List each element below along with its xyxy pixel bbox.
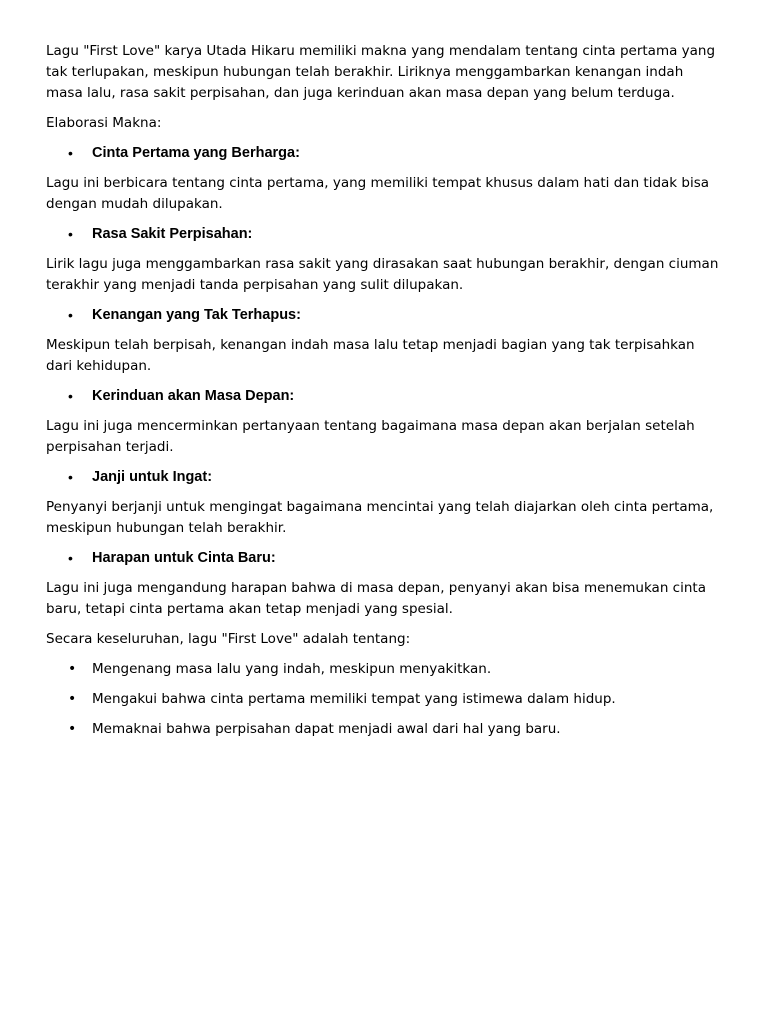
section-heading-text: Janji untuk Ingat: (92, 469, 213, 485)
bullet-icon: • (68, 550, 73, 566)
bullet-icon: • (68, 307, 73, 323)
section-heading-text: Harapan untuk Cinta Baru: (92, 550, 276, 566)
elaboration-label: Elaborasi Makna: (46, 115, 162, 131)
section-heading (46, 305, 722, 326)
summary-item-text: Mengenang masa lalu yang indah, meskipun menyakitkan. (92, 661, 492, 677)
section-heading-text: Kenangan yang Tak Terhapus: (92, 307, 301, 323)
summary-list-item (46, 719, 722, 740)
bullet-icon: • (68, 721, 77, 737)
bullet-icon: • (68, 226, 73, 242)
section-heading (46, 386, 722, 407)
intro-paragraph: Lagu "First Love" karya Utada Hikaru memiliki makna yang mendalam tentang cinta pertama yang tak terlupakan, meskipun hubungan telah berakhir. Liriknya menggambarkan kenangan indah masa lalu, rasa sakit perpisahan, dan juga kerinduan akan masa depan yang belum terduga. (46, 43, 716, 101)
section-heading-text: Kerinduan akan Masa Depan: (92, 388, 295, 404)
bullet-icon: • (68, 145, 73, 161)
summary-label: Secara keseluruhan, lagu "First Love" adalah tentang: (46, 631, 411, 647)
section-paragraph: Penyanyi berjanji untuk mengingat bagaimana mencintai yang telah diajarkan oleh cinta pertama, meskipun hubungan telah berakhir. (46, 499, 714, 536)
section-paragraph: Lagu ini berbicara tentang cinta pertama, yang memiliki tempat khusus dalam hati dan tidak bisa dengan mudah dilupakan. (46, 175, 710, 212)
section-paragraph: Lagu ini juga mencerminkan pertanyaan tentang bagaimana masa depan akan berjalan setelah perpisahan terjadi. (46, 418, 695, 455)
section-paragraph: Meskipun telah berpisah, kenangan indah masa lalu tetap menjadi bagian yang tak terpisahkan dari kehidupan. (46, 337, 695, 374)
section-heading (46, 224, 722, 245)
bullet-icon: • (68, 691, 77, 707)
section-heading (46, 548, 722, 569)
summary-item-text: Mengakui bahwa cinta pertama memiliki tempat yang istimewa dalam hidup. (92, 691, 616, 707)
section-heading (46, 467, 722, 488)
section-heading (46, 143, 722, 164)
summary-list-item (46, 659, 722, 680)
bullet-icon: • (68, 388, 73, 404)
section-heading-text: Rasa Sakit Perpisahan: (92, 226, 253, 242)
summary-item-text: Memaknai bahwa perpisahan dapat menjadi awal dari hal yang baru. (92, 721, 561, 737)
bullet-icon: • (68, 469, 73, 485)
section-heading-text: Cinta Pertama yang Berharga: (92, 145, 300, 161)
section-paragraph: Lirik lagu juga menggambarkan rasa sakit yang dirasakan saat hubungan berakhir, dengan ciuman terakhir yang menjadi tanda perpisahan yang sulit dilupakan. (46, 256, 719, 293)
bullet-icon: • (68, 661, 77, 677)
summary-list-item (46, 689, 722, 710)
section-paragraph: Lagu ini juga mengandung harapan bahwa di masa depan, penyanyi akan bisa menemukan cinta baru, tetapi cinta pertama akan tetap menjadi yang spesial. (46, 580, 706, 617)
